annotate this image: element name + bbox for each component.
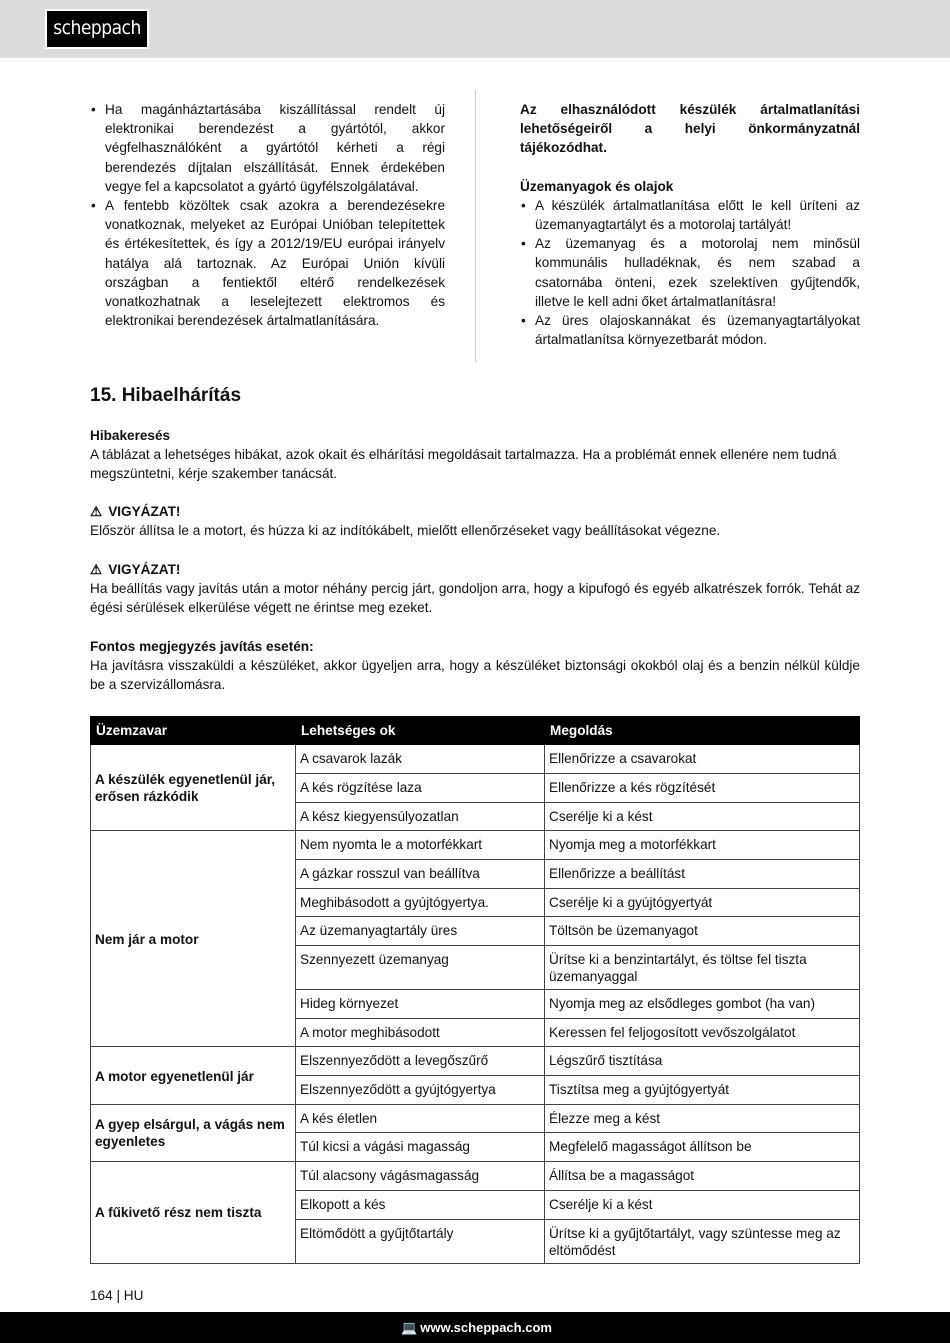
cause-cell: Elszennyeződött a levegőszűrő: [296, 1047, 545, 1076]
cause-cell: Az üzemanyagtartály üres: [296, 917, 545, 946]
solution-cell: Nyomja meg a motorfékkart: [545, 831, 860, 860]
solution-cell: Cserélje ki a gyújtógyertyát: [545, 888, 860, 917]
cause-cell: Hideg környezet: [296, 990, 545, 1019]
warning-text: Először állítsa le a motort, és húzza ki az indítókábelt, mielőtt ellenőrzéseket vagy beállításokat végezne.: [90, 523, 721, 539]
cause-cell: Túl kicsi a vágási magasság: [296, 1133, 545, 1162]
cause-cell: A gázkar rosszul van beállítva: [296, 859, 545, 888]
warning-text: Ha beállítás vagy javítás után a motor néhány percig járt, gondoljon arra, hogy a kipufogó és egyéb alkatrészek forrók. Tehát az égési sérülések elkerülése végett ne érintse meg ezeket.: [90, 581, 860, 616]
table-row: [91, 1104, 860, 1133]
solution-cell: Cserélje ki a kést: [545, 1190, 860, 1219]
section-title: 15. Hibaelhárítás: [90, 385, 242, 406]
cause-cell: A motor meghibásodott: [296, 1018, 545, 1047]
table-row: [91, 1162, 860, 1191]
list-item: • Ha magánháztartásába kiszállítással rendelt új elektronikai berendezést a gyártótól, akkor végfelhasználóként a gyártótól kérheti a régi berendezés díjtalan elszállítását. Ennek érdekében vegye fel a kapcsolatot a gyártó ügyfélszolgálatával.: [90, 100, 445, 196]
solution-cell: Töltsön be üzemanyagot: [545, 917, 860, 946]
solution-cell: Ürítse ki a benzintartályt, és töltse fel tiszta üzemanyaggal: [545, 946, 860, 990]
solution-cell: Cserélje ki a kést: [545, 802, 860, 831]
warning-triangle-icon: ⚠: [90, 504, 103, 519]
page-num: 164: [90, 1288, 113, 1303]
cause-cell: A csavarok lazák: [296, 745, 545, 774]
solution-cell: Keressen fel feljogosított vevőszolgálatot: [545, 1018, 860, 1047]
cause-cell: Meghibásodott a gyújtógyertya.: [296, 888, 545, 917]
cause-cell: A kész kiegyensúlyozatlan: [296, 802, 545, 831]
list-item: • Az üres olajoskannákat és üzemanyagtartályokat ártalmatlanítsa környezetbarát módon.: [520, 311, 860, 349]
table-header-row: [91, 717, 860, 745]
cause-cell: A kés életlen: [296, 1104, 545, 1133]
problem-cell: A gyep elsárgul, a vágás nem egyenletes: [91, 1104, 296, 1161]
computer-icon: 💻: [401, 1319, 418, 1335]
troubleshooting-table: [90, 716, 860, 1264]
column-header: Üzemzavar: [91, 717, 296, 745]
solution-cell: Légszűrő tisztítása: [545, 1047, 860, 1076]
warning-title: VIGYÁZAT!: [108, 562, 181, 577]
disposal-note: Az elhasználódott készülék ártalmatlanítási lehetőségeiről a helyi önkormányzatnál tájékozódhat.: [520, 102, 860, 156]
table-row: [91, 745, 860, 774]
left-column: [90, 100, 445, 330]
intro-text: A táblázat a lehetséges hibákat, azok okait és elhárítási megoldásait tartalmazza. Ha a problémát ennek ellenére nem tudná megszüntetni, kérje szakember tanácsát.: [90, 447, 837, 482]
column-divider: [475, 90, 476, 362]
cause-cell: A kés rögzítése laza: [296, 773, 545, 802]
solution-cell: Tisztítsa meg a gyújtógyertyát: [545, 1076, 860, 1105]
cause-cell: Szennyezett üzemanyag: [296, 946, 545, 990]
page-number: 164 | HU: [90, 1288, 144, 1303]
subheading: Hibakeresés: [90, 428, 171, 443]
solution-cell: Megfelelő magasságot állítson be: [545, 1133, 860, 1162]
problem-cell: A készülék egyenetlenül jár, erősen rázkódik: [91, 745, 296, 831]
footer-bar: [0, 1312, 950, 1343]
solution-cell: Ürítse ki a gyűjtőtartályt, vagy szüntesse meg az eltömődést: [545, 1219, 860, 1263]
warning-title: VIGYÁZAT!: [108, 504, 181, 519]
cause-cell: Eltömődött a gyűjtőtartály: [296, 1219, 545, 1263]
solution-cell: Élezze meg a kést: [545, 1104, 860, 1133]
scheppach-logo: scheppach: [45, 9, 149, 49]
solution-cell: Állítsa be a magasságot: [545, 1162, 860, 1191]
table-row: [91, 1047, 860, 1076]
column-header: Lehetséges ok: [296, 717, 545, 745]
language-code: HU: [123, 1288, 144, 1303]
repair-note: [90, 637, 860, 695]
warning-2: [90, 560, 860, 618]
solution-cell: Ellenőrizze a kés rögzítését: [545, 773, 860, 802]
list-item: • A fentebb közöltek csak azokra a berendezésekre vonatkoznak, melyeket az Európai Unióban telepítettek és értékesítettek, és így a 2012/19/EU európai irányelv hatálya alá tartoznak. Az Európai Unión kívüli országban a fentiektől eltérő rendelkezések vonatkozhatnak a leselejtezett elektromos és elektronikai berendezések ártalmatlanítására.: [90, 196, 445, 330]
warning-1: [90, 502, 860, 540]
list-item: • A készülék ártalmatlanítása előtt le kell üríteni az üzemanyagtartályt és a motorolaj tartályát!: [520, 196, 860, 234]
header-bar: [0, 0, 950, 58]
solution-cell: Ellenőrizze a csavarokat: [545, 745, 860, 774]
table-row: [91, 831, 860, 860]
cause-cell: Túl alacsony vágásmagasság: [296, 1162, 545, 1191]
problem-cell: Nem jár a motor: [91, 831, 296, 1047]
problem-cell: A motor egyenetlenül jár: [91, 1047, 296, 1104]
solution-cell: Nyomja meg az elsődleges gombot (ha van): [545, 990, 860, 1019]
troubleshooting-intro: [90, 426, 860, 484]
cause-cell: Elszennyeződött a gyújtógyertya: [296, 1076, 545, 1105]
note-title: Fontos megjegyzés javítás esetén:: [90, 639, 314, 654]
right-column: [520, 100, 860, 349]
solution-cell: Ellenőrizze a beállítást: [545, 859, 860, 888]
fuel-heading: Üzemanyagok és olajok: [520, 178, 674, 194]
website-link[interactable]: www.scheppach.com: [420, 1319, 552, 1335]
list-item: • Az üzemanyag és a motorolaj nem minősül kommunális hulladéknak, és nem szabad a csatornába önteni, ezek szelektíven gyűjtendők, illetve le kell adni őket ártalmatlanításra!: [520, 234, 860, 311]
warning-triangle-icon: ⚠: [90, 562, 103, 577]
column-header: Megoldás: [545, 717, 860, 745]
note-text: Ha javításra visszaküldi a készüléket, akkor ügyeljen arra, hogy a készüléket biztonsági okokból olaj és a benzin nélkül küldje be a szervizállomásra.: [90, 658, 860, 693]
problem-cell: A fűkivető rész nem tiszta: [91, 1162, 296, 1263]
cause-cell: Nem nyomta le a motorfékkart: [296, 831, 545, 860]
cause-cell: Elkopott a kés: [296, 1190, 545, 1219]
